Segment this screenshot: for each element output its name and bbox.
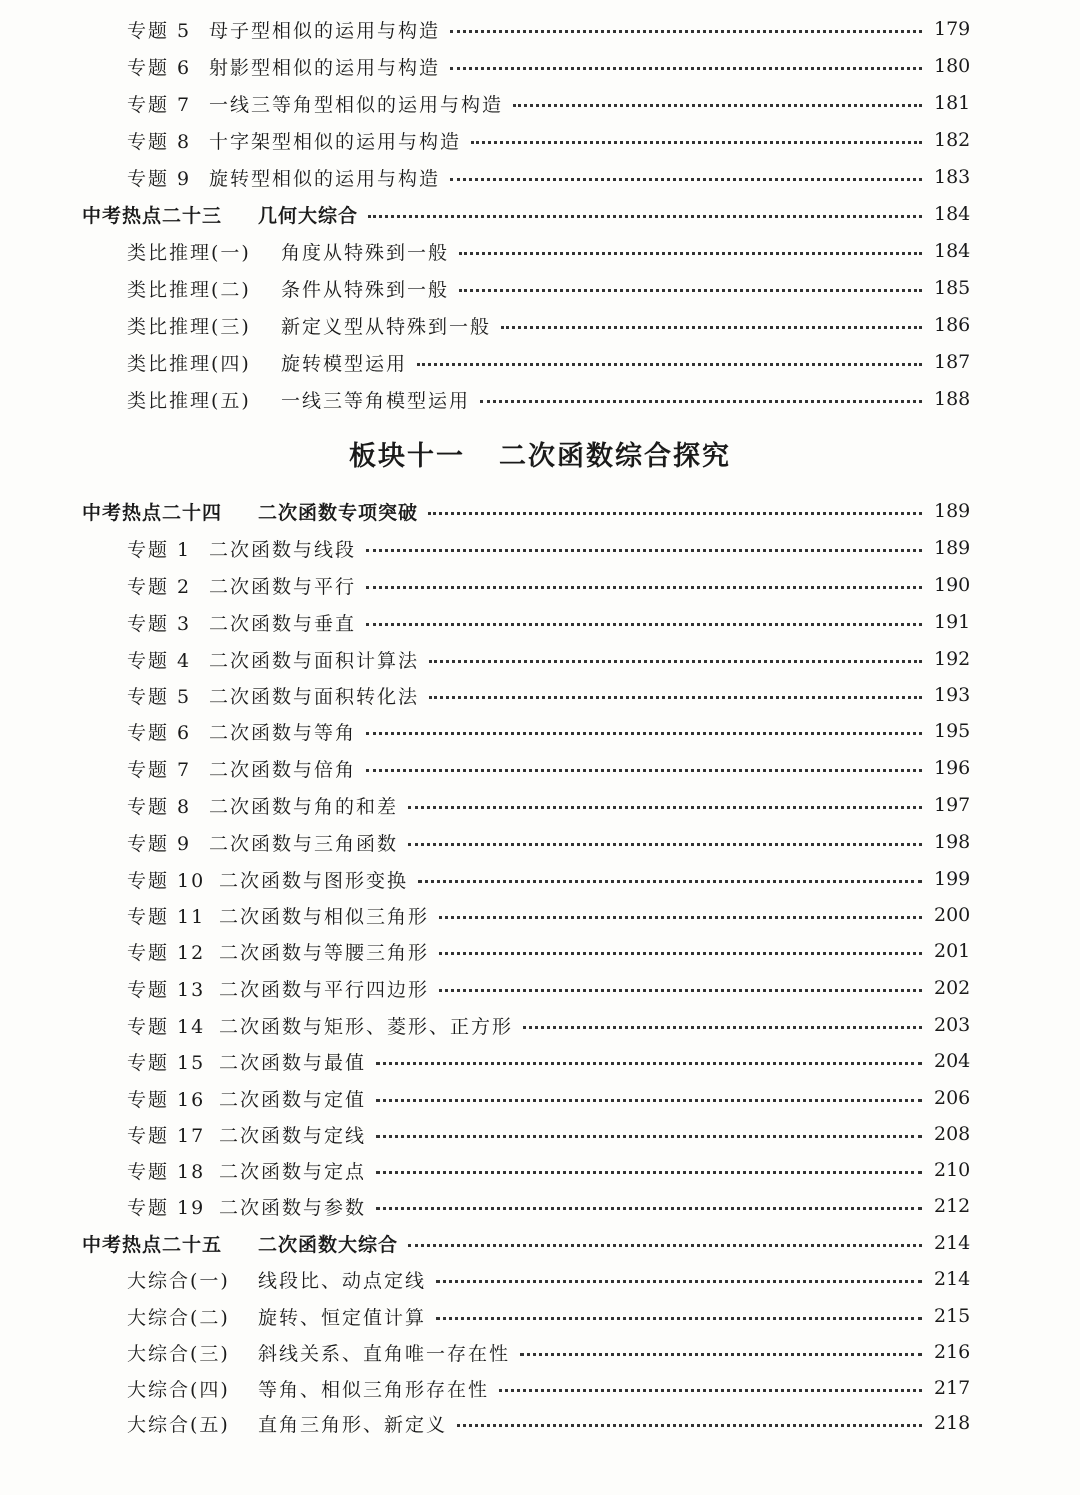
- entry-title: 二次函数与等腰三角形: [219, 941, 430, 964]
- dot-leader: [436, 1280, 922, 1283]
- dot-leader: [459, 289, 922, 292]
- block-name: 板块十一: [349, 441, 465, 472]
- entry-label: [127, 312, 491, 339]
- toc-entry[interactable]: [0, 307, 1080, 343]
- entry-prefix: 中考热点二十五: [82, 1233, 223, 1256]
- page-number: 193: [934, 684, 971, 706]
- page-number: 208: [934, 1123, 971, 1145]
- toc-entry[interactable]: [0, 787, 1080, 823]
- toc-entry[interactable]: [0, 713, 1080, 749]
- toc-entry[interactable]: [0, 897, 1080, 933]
- dot-leader: [523, 1026, 922, 1029]
- toc-entry[interactable]: [0, 933, 1080, 969]
- dot-leader: [459, 252, 922, 255]
- page-number: 192: [934, 648, 971, 670]
- entry-label: [127, 1157, 366, 1184]
- dot-leader: [376, 1099, 922, 1102]
- entry-title: 二次函数与三角函数: [209, 832, 399, 855]
- entry-label: [127, 1266, 426, 1293]
- page-number: 210: [934, 1159, 971, 1181]
- entry-title: 旋转模型运用: [281, 352, 408, 375]
- entry-title: 二次函数与垂直: [209, 612, 357, 635]
- page-number: 200: [934, 904, 971, 926]
- dot-leader: [520, 1353, 922, 1356]
- entry-label: [127, 866, 408, 893]
- toc-entry[interactable]: [0, 1007, 1080, 1043]
- entry-title: 二次函数与相似三角形: [219, 905, 430, 928]
- entry-prefix: 专题 10: [127, 869, 206, 892]
- entry-prefix: 专题 8: [127, 130, 192, 153]
- page-number: 214: [934, 1268, 971, 1290]
- dot-leader: [408, 843, 922, 846]
- dot-leader: [450, 67, 922, 70]
- dot-leader: [376, 1207, 922, 1210]
- toc-entry[interactable]: [0, 1043, 1080, 1079]
- entry-label: [127, 682, 419, 709]
- entry-title: 旋转型相似的运用与构造: [209, 167, 441, 190]
- entry-title: 一线三等角型相似的运用与构造: [209, 93, 504, 116]
- entry-label: [127, 572, 356, 599]
- entry-prefix: 类比推理(一): [127, 241, 251, 264]
- dot-leader: [366, 549, 922, 552]
- page-number: 190: [934, 574, 971, 596]
- dot-leader: [450, 30, 922, 33]
- toc-entry[interactable]: [0, 344, 1080, 380]
- entry-prefix: 专题 1: [127, 538, 192, 561]
- dot-leader: [366, 769, 922, 772]
- dot-leader: [439, 989, 922, 992]
- entry-title: 二次函数与矩形、菱形、正方形: [219, 1015, 514, 1038]
- entry-title: 二次函数与面积计算法: [209, 649, 420, 672]
- page-number: 188: [934, 388, 971, 410]
- page-number: 179: [934, 18, 971, 40]
- entry-title: 线段比、动点定线: [258, 1269, 427, 1292]
- entry-prefix: 大综合(一): [127, 1269, 230, 1292]
- entry-prefix: 中考热点二十四: [82, 501, 223, 524]
- dot-leader: [408, 806, 922, 809]
- toc-section-entry[interactable]: [0, 1225, 1080, 1261]
- page-number: 201: [934, 940, 971, 962]
- dot-leader: [368, 215, 922, 218]
- toc-entry[interactable]: [0, 641, 1080, 677]
- toc-entry[interactable]: [0, 159, 1080, 195]
- entry-title: 等角、相似三角形存在性: [258, 1378, 490, 1401]
- toc-entry[interactable]: [0, 824, 1080, 860]
- entry-prefix: 专题 7: [127, 93, 192, 116]
- page-number: 180: [934, 55, 971, 77]
- toc-entry[interactable]: [0, 567, 1080, 603]
- entry-title: 旋转、恒定值计算: [258, 1306, 427, 1329]
- entry-prefix: 专题 18: [127, 1160, 206, 1183]
- entry-title: 二次函数与图形变换: [219, 869, 409, 892]
- entry-prefix: 专题 9: [127, 167, 192, 190]
- page-number: 203: [934, 1014, 971, 1036]
- page-number: 217: [934, 1377, 971, 1399]
- dot-leader: [439, 952, 922, 955]
- block-heading: [0, 434, 1080, 478]
- page-number: 206: [934, 1087, 971, 1109]
- entry-prefix: 专题 2: [127, 575, 192, 598]
- entry-label: [127, 275, 449, 302]
- entry-prefix: 专题 5: [127, 19, 192, 42]
- entry-label: [127, 16, 440, 43]
- toc-entry[interactable]: [0, 11, 1080, 47]
- dot-leader: [376, 1171, 922, 1174]
- toc-entry[interactable]: [0, 122, 1080, 158]
- entry-title: 二次函数大综合: [258, 1233, 399, 1256]
- dot-leader: [513, 104, 922, 107]
- dot-leader: [439, 916, 922, 919]
- entry-title: 二次函数与面积转化法: [209, 685, 420, 708]
- entry-prefix: 专题 6: [127, 56, 192, 79]
- dot-leader: [436, 1317, 922, 1320]
- entry-prefix: 专题 13: [127, 978, 206, 1001]
- entry-label: [127, 609, 356, 636]
- entry-title: 二次函数与角的和差: [209, 795, 399, 818]
- toc-entry[interactable]: [0, 677, 1080, 713]
- toc-entry[interactable]: [0, 1298, 1080, 1334]
- toc-entry[interactable]: [0, 270, 1080, 306]
- page-number: 185: [934, 277, 971, 299]
- entry-prefix: 专题 9: [127, 832, 192, 855]
- page-number: 191: [934, 611, 971, 633]
- toc-entry[interactable]: [0, 970, 1080, 1006]
- toc-section-entry[interactable]: [0, 493, 1080, 529]
- entry-prefix: 大综合(二): [127, 1306, 230, 1329]
- toc-entry[interactable]: [0, 604, 1080, 640]
- entry-prefix: 专题 15: [127, 1051, 206, 1074]
- dot-leader: [429, 660, 922, 663]
- page-number: 216: [934, 1341, 971, 1363]
- entry-label: [127, 1303, 426, 1330]
- entry-label: [127, 1048, 366, 1075]
- page-number: 202: [934, 977, 971, 999]
- page-number: 197: [934, 794, 971, 816]
- entry-title: 二次函数与参数: [219, 1196, 367, 1219]
- entry-prefix: 大综合(三): [127, 1342, 230, 1365]
- page-number: 198: [934, 831, 971, 853]
- entry-label: [82, 1230, 398, 1257]
- dot-leader: [418, 880, 922, 883]
- entry-label: [127, 829, 398, 856]
- entry-title: 一线三等角模型运用: [281, 389, 471, 412]
- toc-entry[interactable]: [0, 1152, 1080, 1188]
- dot-leader: [366, 623, 922, 626]
- entry-prefix: 专题 6: [127, 721, 192, 744]
- entry-label: [127, 164, 440, 191]
- toc-entry[interactable]: [0, 861, 1080, 897]
- entry-prefix: 类比推理(三): [127, 315, 251, 338]
- entry-label: [127, 1339, 510, 1366]
- entry-label: [127, 1375, 489, 1402]
- dot-leader: [457, 1424, 922, 1427]
- toc-entry[interactable]: [0, 1116, 1080, 1152]
- page-number: 184: [934, 203, 971, 225]
- toc-entry[interactable]: [0, 381, 1080, 417]
- entry-title: 斜线关系、直角唯一存在性: [258, 1342, 511, 1365]
- entry-title: 直角三角形、新定义: [258, 1413, 448, 1436]
- entry-label: [127, 1121, 366, 1148]
- entry-title: 角度从特殊到一般: [281, 241, 450, 264]
- toc-entry[interactable]: [0, 233, 1080, 269]
- dot-leader: [499, 1389, 922, 1392]
- dot-leader: [428, 512, 922, 515]
- entry-label: [127, 1085, 366, 1112]
- entry-title: 母子型相似的运用与构造: [209, 19, 441, 42]
- toc-entry[interactable]: [0, 1370, 1080, 1406]
- dot-leader: [376, 1135, 922, 1138]
- entry-label: [127, 238, 449, 265]
- entry-title: 二次函数与倍角: [209, 758, 357, 781]
- entry-title: 新定义型从特殊到一般: [281, 315, 492, 338]
- dot-leader: [429, 696, 922, 699]
- page-number: 195: [934, 720, 971, 742]
- entry-title: 二次函数与定值: [219, 1088, 367, 1111]
- entry-prefix: 专题 11: [127, 905, 206, 928]
- entry-title: 二次函数与平行: [209, 575, 357, 598]
- page-number: 186: [934, 314, 971, 336]
- page-number: 196: [934, 757, 971, 779]
- page-number: 187: [934, 351, 971, 373]
- entry-title: 二次函数与定点: [219, 1160, 367, 1183]
- entry-label: [127, 938, 429, 965]
- entry-label: [82, 498, 418, 525]
- entry-prefix: 专题 7: [127, 758, 192, 781]
- entry-title: 二次函数与定线: [219, 1124, 367, 1147]
- page-number: 212: [934, 1195, 971, 1217]
- toc-section-entry[interactable]: [0, 196, 1080, 232]
- entry-prefix: 中考热点二十三: [82, 204, 223, 227]
- entry-prefix: 专题 5: [127, 685, 192, 708]
- entry-label: [127, 755, 356, 782]
- entry-prefix: 大综合(五): [127, 1413, 230, 1436]
- entry-prefix: 专题 8: [127, 795, 192, 818]
- dot-leader: [366, 732, 922, 735]
- page-number: 189: [934, 500, 971, 522]
- page-number: 204: [934, 1050, 971, 1072]
- dot-leader: [408, 1244, 922, 1247]
- entry-prefix: 专题 16: [127, 1088, 206, 1111]
- entry-label: [82, 201, 358, 228]
- block-title: 二次函数综合探究: [499, 441, 731, 472]
- entry-label: [127, 535, 356, 562]
- dot-leader: [366, 586, 922, 589]
- entry-title: 二次函数与平行四边形: [219, 978, 430, 1001]
- entry-title: 条件从特殊到一般: [281, 278, 450, 301]
- dot-leader: [501, 326, 922, 329]
- entry-label: [127, 1193, 366, 1220]
- entry-label: [127, 127, 461, 154]
- entry-title: 十字架型相似的运用与构造: [209, 130, 462, 153]
- page-number: 181: [934, 92, 971, 114]
- entry-prefix: 专题 19: [127, 1196, 206, 1219]
- toc-entry[interactable]: [0, 1261, 1080, 1297]
- dot-leader: [471, 141, 922, 144]
- entry-label: [127, 1012, 513, 1039]
- toc-entry[interactable]: [0, 85, 1080, 121]
- dot-leader: [480, 400, 922, 403]
- entry-label: [127, 349, 407, 376]
- dot-leader: [417, 363, 922, 366]
- entry-label: [127, 975, 429, 1002]
- entry-prefix: 专题 3: [127, 612, 192, 635]
- entry-label: [127, 1410, 447, 1437]
- dot-leader: [450, 178, 922, 181]
- page-number: 182: [934, 129, 971, 151]
- entry-prefix: 类比推理(五): [127, 389, 251, 412]
- entry-label: [127, 792, 398, 819]
- entry-title: 几何大综合: [258, 204, 359, 227]
- entry-prefix: 专题 17: [127, 1124, 206, 1147]
- entry-prefix: 专题 14: [127, 1015, 206, 1038]
- toc-entry[interactable]: [0, 48, 1080, 84]
- page-number: 183: [934, 166, 971, 188]
- entry-prefix: 类比推理(二): [127, 278, 251, 301]
- entry-label: [127, 718, 356, 745]
- entry-title: 射影型相似的运用与构造: [209, 56, 441, 79]
- entry-title: 二次函数与等角: [209, 721, 357, 744]
- toc-entry[interactable]: [0, 750, 1080, 786]
- toc-entry[interactable]: [0, 1080, 1080, 1116]
- entry-prefix: 类比推理(四): [127, 352, 251, 375]
- entry-title: 二次函数与最值: [219, 1051, 367, 1074]
- entry-label: [127, 90, 503, 117]
- toc-entry[interactable]: [0, 1405, 1080, 1441]
- entry-label: [127, 902, 429, 929]
- dot-leader: [376, 1062, 922, 1065]
- page-number: 214: [934, 1232, 971, 1254]
- page-number: 189: [934, 537, 971, 559]
- entry-prefix: 专题 4: [127, 649, 192, 672]
- toc-entry[interactable]: [0, 1188, 1080, 1224]
- page-number: 218: [934, 1412, 971, 1434]
- entry-prefix: 大综合(四): [127, 1378, 230, 1401]
- entry-label: [127, 386, 470, 413]
- toc-entry[interactable]: [0, 1334, 1080, 1370]
- entry-title: 二次函数专项突破: [258, 501, 419, 524]
- entry-label: [127, 53, 440, 80]
- page-number: 184: [934, 240, 971, 262]
- entry-prefix: 专题 12: [127, 941, 206, 964]
- page-number: 215: [934, 1305, 971, 1327]
- page-number: 199: [934, 868, 971, 890]
- entry-title: 二次函数与线段: [209, 538, 357, 561]
- entry-label: [127, 646, 419, 673]
- toc-entry[interactable]: [0, 530, 1080, 566]
